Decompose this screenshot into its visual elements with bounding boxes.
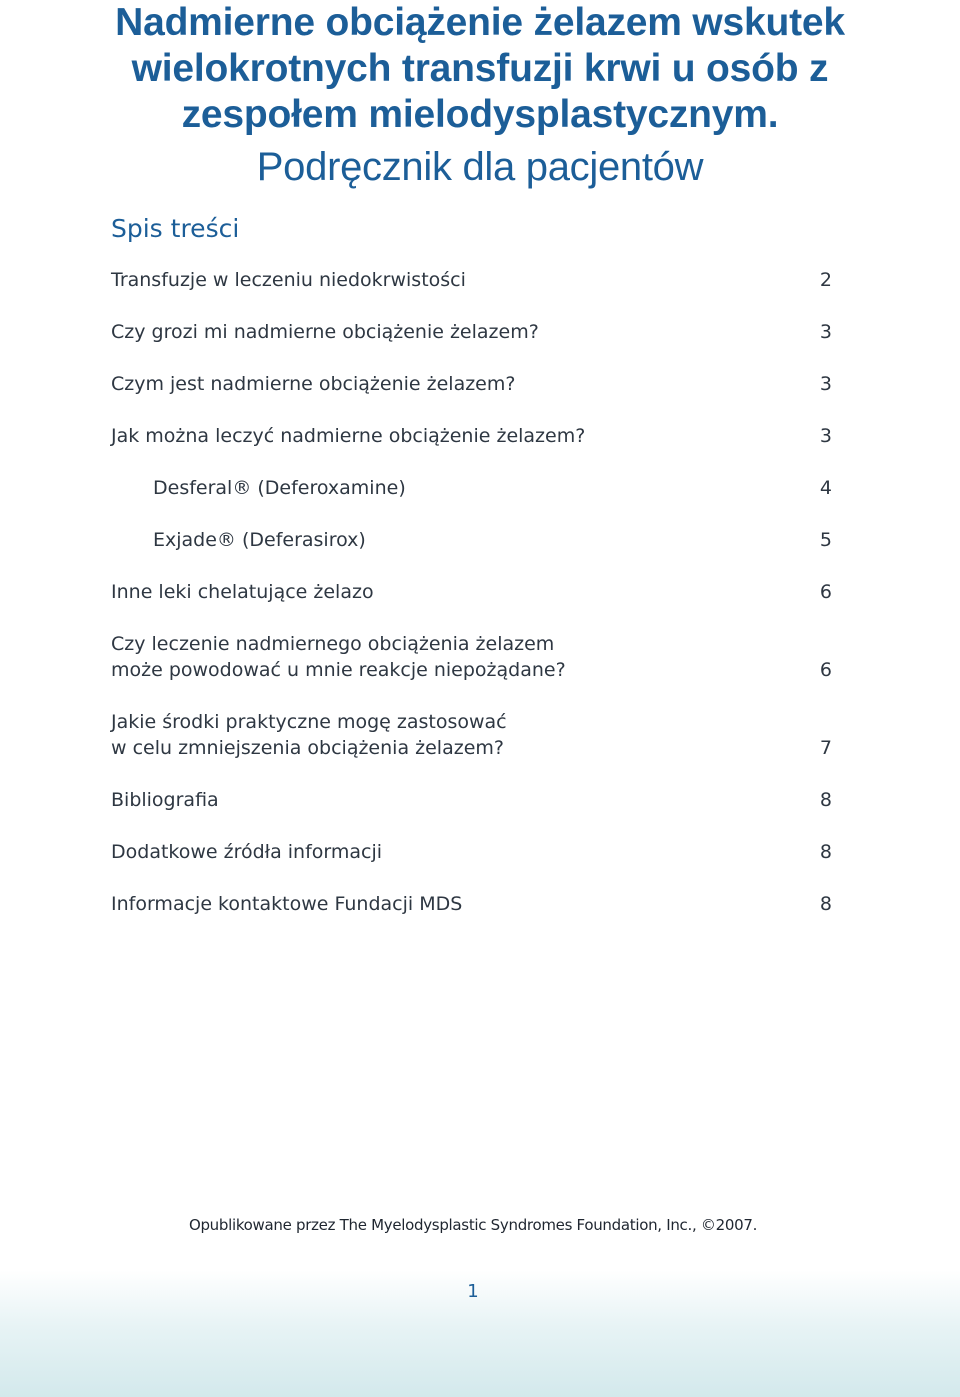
document-title bbox=[0, 0, 960, 138]
toc-entry-page: 3 bbox=[819, 373, 832, 395]
toc-entry-page: 2 bbox=[819, 269, 832, 291]
toc-entry[interactable] bbox=[111, 631, 832, 683]
toc-entry-title: Desferal® (Deferoxamine) bbox=[153, 477, 406, 499]
toc-entry-page: 6 bbox=[819, 581, 832, 603]
toc-entry-page: 7 bbox=[819, 737, 832, 759]
title-line: wielokrotnych transfuzji krwi u osób z bbox=[131, 47, 829, 90]
title-line: zespołem mielodysplastycznym. bbox=[181, 93, 779, 136]
publisher-note: Opublikowane przez The Myelodysplastic Syndromes Foundation, Inc., ©2007. bbox=[188, 1216, 758, 1234]
toc-entry-title: Bibliografia bbox=[111, 789, 219, 811]
toc-entry-page: 5 bbox=[819, 529, 832, 551]
toc-entry[interactable] bbox=[111, 475, 832, 501]
toc-entry[interactable] bbox=[111, 839, 832, 865]
toc-entry[interactable] bbox=[111, 579, 832, 605]
toc-entry-title: Exjade® (Deferasirox) bbox=[153, 529, 366, 551]
toc-entry-page: 4 bbox=[819, 477, 832, 499]
toc-entry-title: Transfuzje w leczeniu niedokrwistości bbox=[111, 269, 466, 291]
title-line: Nadmierne obciążenie żelazem wskutek bbox=[115, 1, 845, 44]
toc-entry[interactable] bbox=[111, 267, 832, 293]
toc-entry-title: Jak można leczyć nadmierne obciążenie żelazem? bbox=[111, 425, 586, 447]
toc-entry[interactable] bbox=[111, 423, 832, 449]
toc-entry-title: Dodatkowe źródła informacji bbox=[111, 841, 383, 863]
toc-heading: Spis treści bbox=[111, 214, 240, 243]
toc-entry-title: Informacje kontaktowe Fundacji MDS bbox=[111, 893, 463, 915]
toc-entry-title: Czy grozi mi nadmierne obciążenie żelazem? bbox=[111, 321, 539, 343]
toc-entry-page: 8 bbox=[819, 841, 832, 863]
toc-entry-title: Czym jest nadmierne obciążenie żelazem? bbox=[111, 373, 516, 395]
toc-entry[interactable] bbox=[111, 527, 832, 553]
toc-entry-page: 8 bbox=[819, 893, 832, 915]
table-of-contents bbox=[111, 267, 832, 917]
toc-entry[interactable] bbox=[111, 319, 832, 345]
toc-entry[interactable] bbox=[111, 709, 832, 761]
toc-entry-page: 8 bbox=[819, 789, 832, 811]
toc-entry-page: 3 bbox=[819, 425, 832, 447]
toc-entry[interactable] bbox=[111, 891, 832, 917]
toc-entry[interactable] bbox=[111, 371, 832, 397]
toc-entry-page: 6 bbox=[819, 659, 832, 681]
toc-entry-title: Inne leki chelatujące żelazo bbox=[111, 581, 374, 603]
toc-entry-page: 3 bbox=[819, 321, 832, 343]
toc-entry-title: Jakie środki praktyczne mogę zastosować w celu zmniejszenia obciążenia żelazem? bbox=[111, 711, 507, 759]
page-number: 1 bbox=[467, 1281, 479, 1302]
toc-entry[interactable] bbox=[111, 787, 832, 813]
toc-entry-title: Czy leczenie nadmiernego obciążenia żelazem może powodować u mnie reakcje niepożądane? bbox=[111, 633, 566, 681]
document-subtitle: Podręcznik dla pacjentów bbox=[256, 145, 704, 189]
